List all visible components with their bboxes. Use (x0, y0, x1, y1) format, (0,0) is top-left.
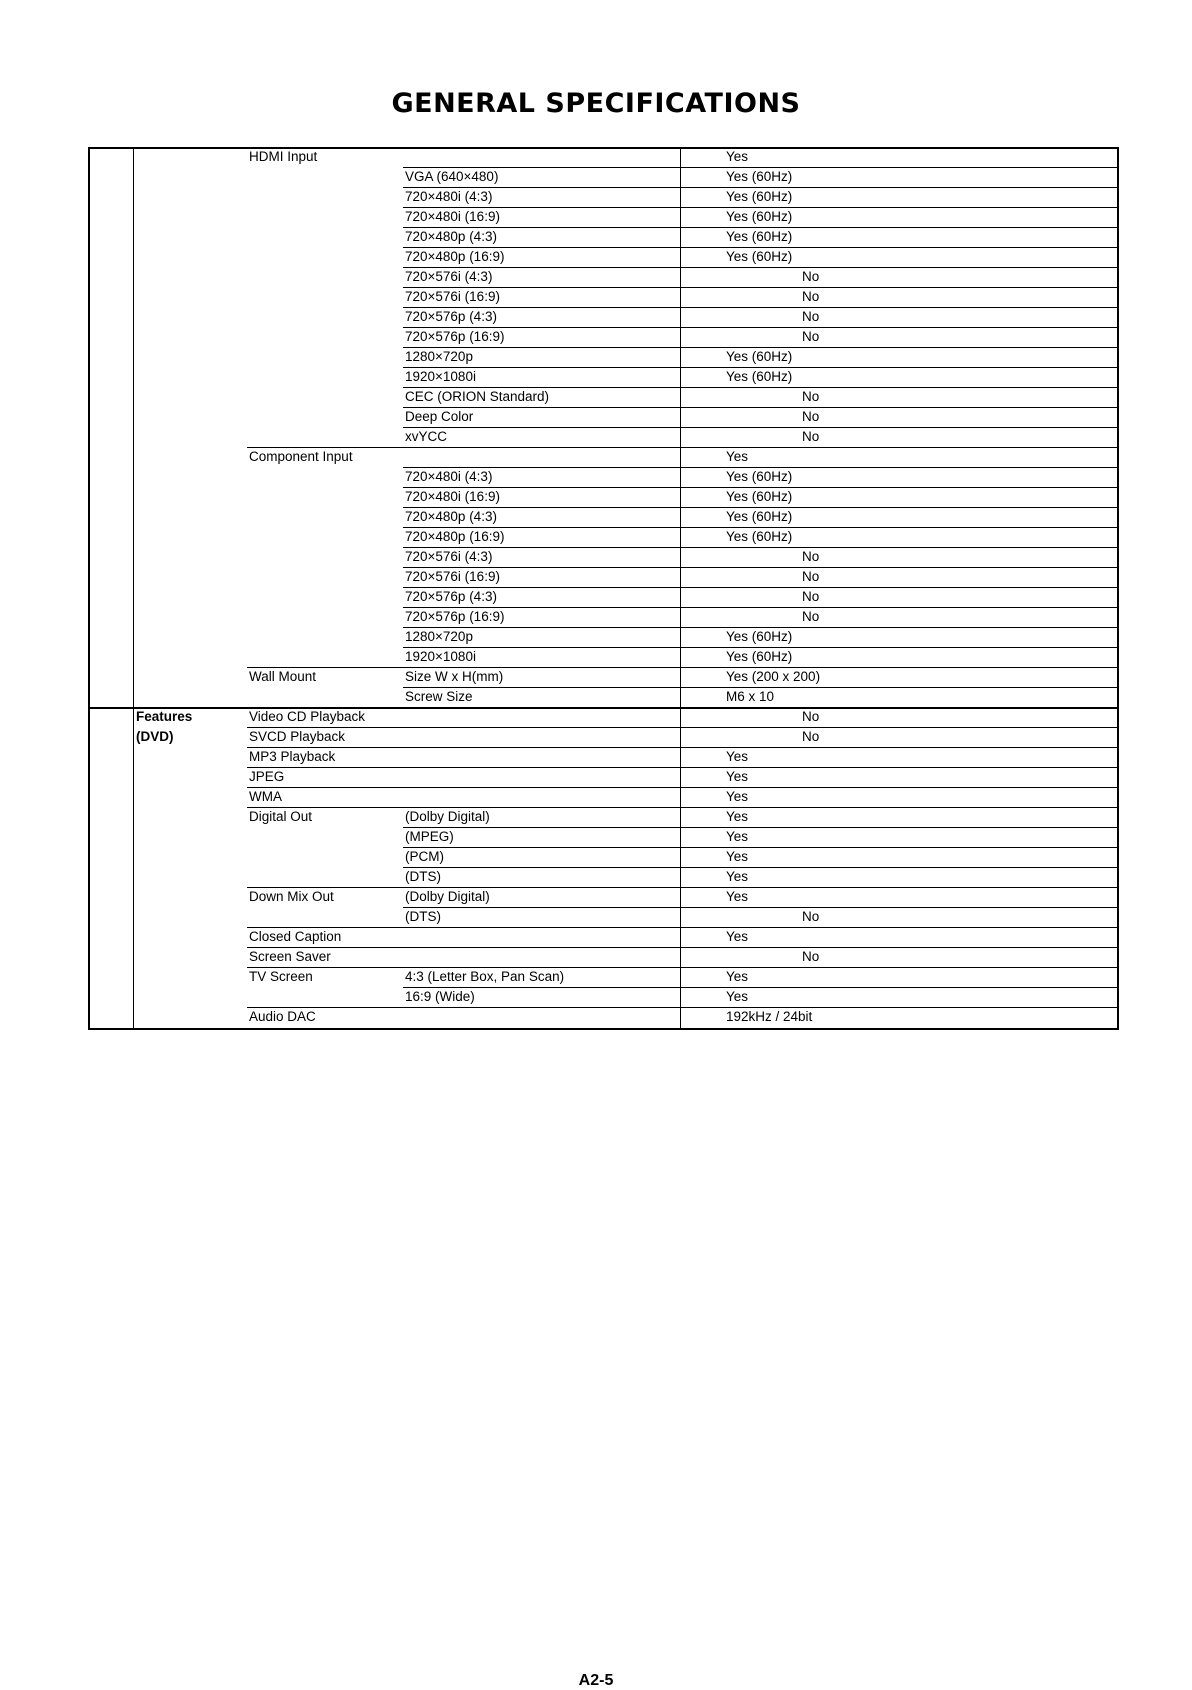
spec-item: WMA (249, 789, 282, 804)
spec-subitem: 720×576p (16:9) (405, 329, 505, 344)
spec-subitem: VGA (640×480) (405, 169, 499, 184)
spec-value: No (802, 269, 820, 284)
column-divider (133, 147, 134, 1030)
spec-subitem: 720×576i (4:3) (405, 269, 493, 284)
spec-subitem: 720×480p (4:3) (405, 229, 497, 244)
row-rule (403, 427, 1119, 428)
spec-value: Yes (726, 749, 749, 764)
spec-value: No (802, 389, 820, 404)
spec-value: Yes (726, 449, 749, 464)
section-label: Features (136, 709, 193, 724)
row-rule (403, 607, 1119, 608)
spec-value: 192kHz / 24bit (726, 1009, 813, 1024)
spec-value: No (802, 569, 820, 584)
spec-value: Yes (60Hz) (726, 469, 793, 484)
spec-subitem: Screw Size (405, 689, 473, 704)
spec-value: Yes (726, 829, 749, 844)
spec-value: Yes (726, 969, 749, 984)
spec-value: No (802, 409, 820, 424)
spec-item: Wall Mount (249, 669, 317, 684)
spec-value: No (802, 589, 820, 604)
spec-subitem: (PCM) (405, 849, 444, 864)
spec-subitem: 720×576p (4:3) (405, 309, 497, 324)
row-rule (247, 807, 1119, 808)
spec-subitem: 1280×720p (405, 349, 473, 364)
spec-subitem: 720×480p (4:3) (405, 509, 497, 524)
spec-subitem: xvYCC (405, 429, 448, 444)
spec-value: Yes (726, 149, 749, 164)
row-rule (88, 707, 1119, 709)
spec-value: No (802, 909, 820, 924)
spec-value: No (802, 609, 820, 624)
spec-subitem: 720×576i (4:3) (405, 549, 493, 564)
spec-value: No (802, 289, 820, 304)
spec-subitem: 720×480i (16:9) (405, 489, 500, 504)
spec-table (88, 147, 1119, 1030)
row-rule (403, 847, 1119, 848)
spec-value: Yes (726, 849, 749, 864)
row-rule (403, 867, 1119, 868)
row-rule (403, 287, 1119, 288)
spec-value: Yes (726, 789, 749, 804)
spec-value: Yes (200 x 200) (726, 669, 821, 684)
spec-subitem: 1280×720p (405, 629, 473, 644)
row-rule (247, 1007, 1119, 1008)
spec-subitem: 720×576p (4:3) (405, 589, 497, 604)
spec-value: Yes (726, 889, 749, 904)
row-rule (247, 767, 1119, 768)
row-rule (247, 747, 1119, 748)
spec-subitem: 720×480p (16:9) (405, 529, 505, 544)
row-rule (247, 447, 1119, 448)
row-rule (247, 787, 1119, 788)
row-rule (247, 947, 1119, 948)
spec-item: MP3 Playback (249, 749, 336, 764)
spec-subitem: 720×480i (4:3) (405, 469, 493, 484)
spec-subitem: 720×576i (16:9) (405, 289, 500, 304)
spec-subitem: (DTS) (405, 869, 441, 884)
spec-value: Yes (60Hz) (726, 169, 793, 184)
column-divider (680, 147, 681, 1030)
spec-item: Audio DAC (249, 1009, 316, 1024)
section-sublabel: (DVD) (136, 729, 174, 744)
spec-subitem: 1920×1080i (405, 649, 476, 664)
spec-item: HDMI Input (249, 149, 318, 164)
spec-subitem: 4:3 (Letter Box, Pan Scan) (405, 969, 565, 984)
spec-value: Yes (60Hz) (726, 509, 793, 524)
spec-value: Yes (60Hz) (726, 649, 793, 664)
spec-value: No (802, 949, 820, 964)
spec-subitem: Size W x H(mm) (405, 669, 504, 684)
spec-item: Screen Saver (249, 949, 331, 964)
spec-value: Yes (726, 989, 749, 1004)
row-rule (247, 667, 1119, 668)
spec-value: No (802, 309, 820, 324)
spec-subitem: 720×480p (16:9) (405, 249, 505, 264)
row-rule (403, 987, 1119, 988)
row-rule (247, 887, 1119, 888)
spec-item: Down Mix Out (249, 889, 334, 904)
row-rule (403, 307, 1119, 308)
spec-value: Yes (726, 929, 749, 944)
spec-item: SVCD Playback (249, 729, 346, 744)
spec-value: Yes (726, 809, 749, 824)
spec-item: Video CD Playback (249, 709, 366, 724)
spec-value: No (802, 709, 820, 724)
spec-value: Yes (60Hz) (726, 529, 793, 544)
row-rule (403, 567, 1119, 568)
row-rule (403, 907, 1119, 908)
spec-item: JPEG (249, 769, 285, 784)
spec-item: Digital Out (249, 809, 313, 824)
spec-subitem: (MPEG) (405, 829, 454, 844)
spec-item: Component Input (249, 449, 353, 464)
row-rule (247, 727, 1119, 728)
table-frame (88, 147, 1119, 1030)
spec-subitem: Deep Color (405, 409, 474, 424)
spec-value: Yes (60Hz) (726, 369, 793, 384)
spec-subitem: 720×576i (16:9) (405, 569, 500, 584)
spec-item: Closed Caption (249, 929, 342, 944)
spec-value: Yes (60Hz) (726, 249, 793, 264)
spec-subitem: 16:9 (Wide) (405, 989, 475, 1004)
spec-subitem: CEC (ORION Standard) (405, 389, 550, 404)
spec-subitem: 1920×1080i (405, 369, 476, 384)
row-rule (403, 267, 1119, 268)
row-rule (403, 547, 1119, 548)
page-number: A2-5 (578, 1672, 614, 1689)
spec-value: M6 x 10 (726, 689, 775, 704)
spec-item: TV Screen (249, 969, 313, 984)
spec-value: No (802, 429, 820, 444)
row-rule (403, 587, 1119, 588)
spec-value: Yes (60Hz) (726, 629, 793, 644)
spec-subitem: (DTS) (405, 909, 441, 924)
spec-subitem: 720×576p (16:9) (405, 609, 505, 624)
spec-value: Yes (726, 869, 749, 884)
spec-subitem: (Dolby Digital) (405, 889, 490, 904)
spec-subitem: (Dolby Digital) (405, 809, 490, 824)
spec-value: No (802, 549, 820, 564)
row-rule (403, 827, 1119, 828)
row-rule (403, 407, 1119, 408)
row-rule (247, 967, 1119, 968)
page-title: GENERAL SPECIFICATIONS (391, 88, 801, 119)
spec-value: No (802, 729, 820, 744)
spec-value: Yes (60Hz) (726, 189, 793, 204)
spec-value: Yes (60Hz) (726, 349, 793, 364)
spec-subitem: 720×480i (16:9) (405, 209, 500, 224)
spec-subitem: 720×480i (4:3) (405, 189, 493, 204)
spec-value: Yes (726, 769, 749, 784)
row-rule (247, 927, 1119, 928)
spec-value: No (802, 329, 820, 344)
spec-value: Yes (60Hz) (726, 209, 793, 224)
spec-value: Yes (60Hz) (726, 489, 793, 504)
row-rule (403, 327, 1119, 328)
spec-value: Yes (60Hz) (726, 229, 793, 244)
